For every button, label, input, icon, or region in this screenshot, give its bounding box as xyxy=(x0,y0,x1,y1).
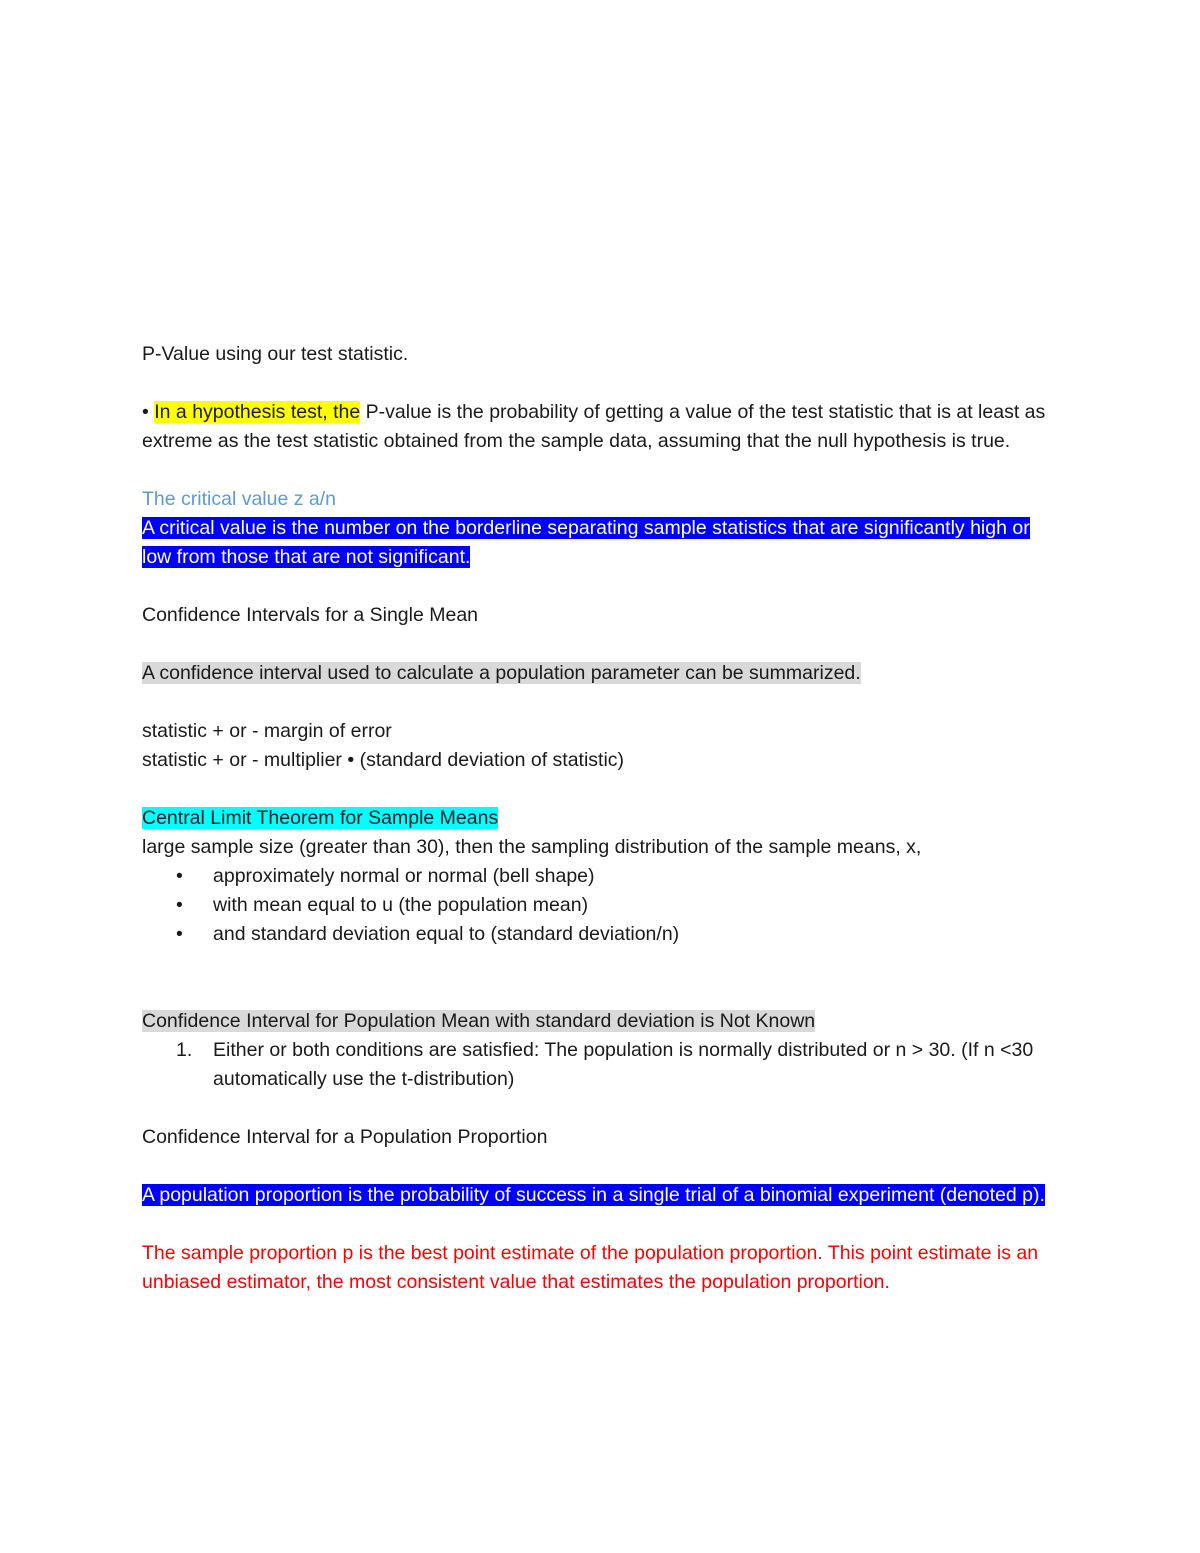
list-item-text: with mean equal to u (the population mean) xyxy=(213,894,589,916)
spacer xyxy=(142,1094,1062,1123)
spacer xyxy=(142,775,1062,804)
clt-bullet-list xyxy=(142,862,1062,949)
highlighted-phrase: In a hypothesis test, the xyxy=(154,401,361,423)
clt-intro: large sample size (greater than 30), then the sampling distribution of the sample means, x, xyxy=(142,836,922,858)
list-item xyxy=(142,862,1062,891)
sample-proportion-note: The sample proportion p is the best point estimate of the population proportion. This point estimate is an unbiased estimator, the most consistent value that estimates the population proportion. xyxy=(142,1242,1039,1293)
spacer xyxy=(142,630,1062,659)
critical-value-paragraph xyxy=(142,514,1062,572)
formula-multiplier: statistic + or - multiplier • (standard deviation of statistic) xyxy=(142,749,625,771)
pvalue-definition: P-value is the probability of getting a value of the test statistic that is at least as extreme as the test statistic obtained from the sample data, assuming that the null hypothesis is true. xyxy=(142,401,1046,452)
ci-unknown-sd-heading: Confidence Interval for Population Mean with standard deviation is Not Known xyxy=(142,1010,816,1032)
ci-unknown-sd-heading-paragraph xyxy=(142,1007,1062,1036)
proportion-definition: A population proportion is the probability of success in a single trial of a binomial experiment (denoted p). xyxy=(142,1184,1045,1206)
spacer xyxy=(142,572,1062,601)
ci-summary-paragraph xyxy=(142,659,1062,688)
document-page xyxy=(142,340,1062,1297)
critical-value-heading: The critical value z a/n xyxy=(142,488,337,510)
list-item xyxy=(142,920,1062,949)
bullet-marker: • xyxy=(176,923,183,945)
list-item xyxy=(142,1036,1062,1094)
ci-single-mean-heading: Confidence Intervals for a Single Mean xyxy=(142,604,479,626)
spacer xyxy=(142,949,1062,978)
bullet-marker: • xyxy=(142,401,149,423)
bullet-marker: • xyxy=(176,865,183,887)
ci-proportion-heading: Confidence Interval for a Population Proportion xyxy=(142,1126,548,1148)
spacer xyxy=(142,1210,1062,1239)
section-title-pvalue: P-Value using our test statistic. xyxy=(142,343,409,365)
ci-conditions-list xyxy=(142,1036,1062,1094)
bullet-marker: • xyxy=(176,894,183,916)
spacer xyxy=(142,1152,1062,1181)
list-item-text: approximately normal or normal (bell shape) xyxy=(213,865,595,887)
list-item-text: and standard deviation equal to (standard deviation/n) xyxy=(213,923,680,945)
spacer xyxy=(142,456,1062,485)
list-number: 1. xyxy=(176,1039,193,1061)
spacer xyxy=(142,688,1062,717)
proportion-definition-paragraph xyxy=(142,1181,1062,1210)
formula-margin-of-error: statistic + or - margin of error xyxy=(142,720,392,742)
ci-summary: A confidence interval used to calculate a population parameter can be summarized. xyxy=(142,662,861,684)
list-item-text: Either or both conditions are satisfied: The population is normally distributed or n > 30. (If n <30 automatically use the t-distribution) xyxy=(213,1039,1034,1090)
pvalue-paragraph xyxy=(142,398,1062,456)
clt-heading: Central Limit Theorem for Sample Means xyxy=(142,807,499,829)
spacer xyxy=(142,369,1062,398)
list-item xyxy=(142,891,1062,920)
clt-heading-paragraph xyxy=(142,804,1062,833)
critical-value-definition: A critical value is the number on the borderline separating sample statistics that are significantly high or low from those that are not significant. xyxy=(142,517,1030,568)
spacer xyxy=(142,978,1062,1007)
